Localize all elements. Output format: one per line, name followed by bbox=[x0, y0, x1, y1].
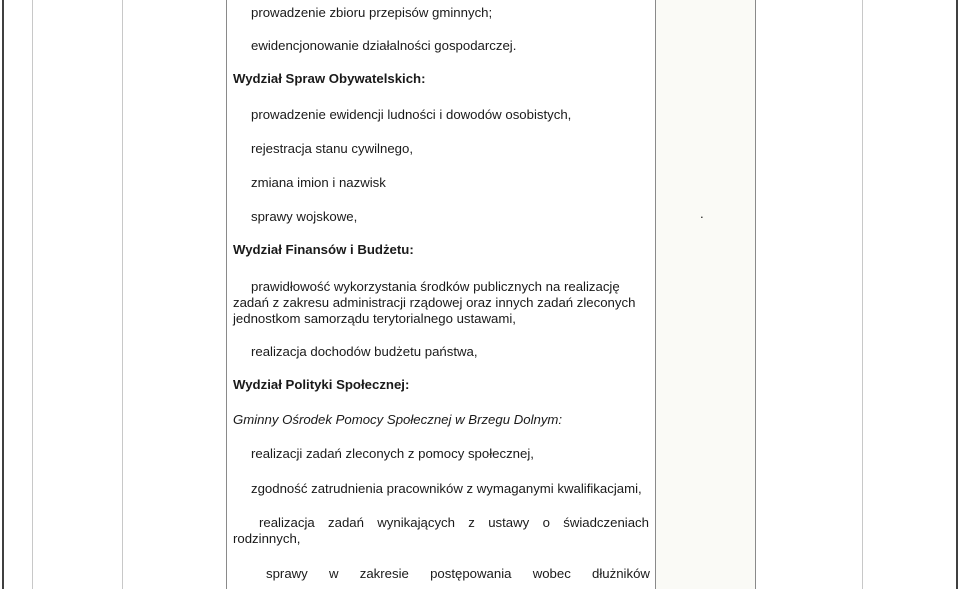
word: o bbox=[542, 515, 550, 530]
section-heading-finansow: Wydział Finansów i Budżetu: bbox=[233, 242, 414, 257]
justified-paragraph-line bbox=[266, 566, 650, 582]
section-heading-obywatelskich: Wydział Spraw Obywatelskich: bbox=[233, 71, 426, 86]
side-column-background bbox=[655, 0, 755, 589]
section-heading-polityki: Wydział Polityki Społecznej: bbox=[233, 377, 410, 392]
text-line: zmiana imion i nazwisk bbox=[251, 175, 386, 190]
text-line: sprawy wojskowe, bbox=[251, 209, 358, 224]
word: świadczeniach bbox=[563, 515, 649, 530]
text-line: rejestracja stanu cywilnego, bbox=[251, 141, 413, 156]
word: dłużników bbox=[592, 566, 650, 581]
text-line: zgodność zatrudnienia pracowników z wymaganymi kwalifikacjami, bbox=[251, 481, 642, 496]
table-column-divider bbox=[755, 0, 756, 589]
text-line: ewidencjonowanie działalności gospodarczej. bbox=[251, 38, 517, 53]
text-line: prowadzenie zbioru przepisów gminnych; bbox=[251, 5, 493, 20]
text-line: realizacji zadań zleconych z pomocy społecznej, bbox=[251, 446, 534, 461]
table-column-divider bbox=[655, 0, 656, 589]
word: postępowania bbox=[430, 566, 512, 581]
word: ustawy bbox=[488, 515, 530, 530]
word: w bbox=[329, 566, 339, 581]
side-cell-dot: . bbox=[700, 206, 704, 221]
justified-paragraph-line bbox=[259, 515, 649, 531]
paragraph-line: prawidłowość wykorzystania środków publicznych na realizację bbox=[251, 279, 620, 294]
table-column-divider bbox=[32, 0, 33, 589]
text-line: realizacja dochodów budżetu państwa, bbox=[251, 344, 478, 359]
table-column-divider bbox=[862, 0, 863, 589]
word: zakresie bbox=[359, 566, 409, 581]
word: zadań bbox=[328, 515, 364, 530]
word: wobec bbox=[532, 566, 571, 581]
paragraph-line: rodzinnych, bbox=[233, 531, 301, 546]
word: z bbox=[468, 515, 475, 530]
table-column-divider bbox=[226, 0, 227, 589]
word: sprawy bbox=[266, 566, 308, 581]
table-border-right bbox=[956, 0, 958, 589]
paragraph-line: zadań z zakresu administracji rządowej oraz innych zadań zleconych bbox=[233, 295, 636, 310]
word: wynikających bbox=[377, 515, 455, 530]
table-border-left bbox=[2, 0, 4, 589]
paragraph-line: jednostkom samorządu terytorialnego ustawami, bbox=[233, 311, 516, 326]
table-column-divider bbox=[122, 0, 123, 589]
text-line: prowadzenie ewidencji ludności i dowodów osobistych, bbox=[251, 107, 572, 122]
italic-subheading: Gminny Ośrodek Pomocy Społecznej w Brzegu Dolnym: bbox=[233, 412, 563, 427]
word: realizacja bbox=[259, 515, 315, 530]
